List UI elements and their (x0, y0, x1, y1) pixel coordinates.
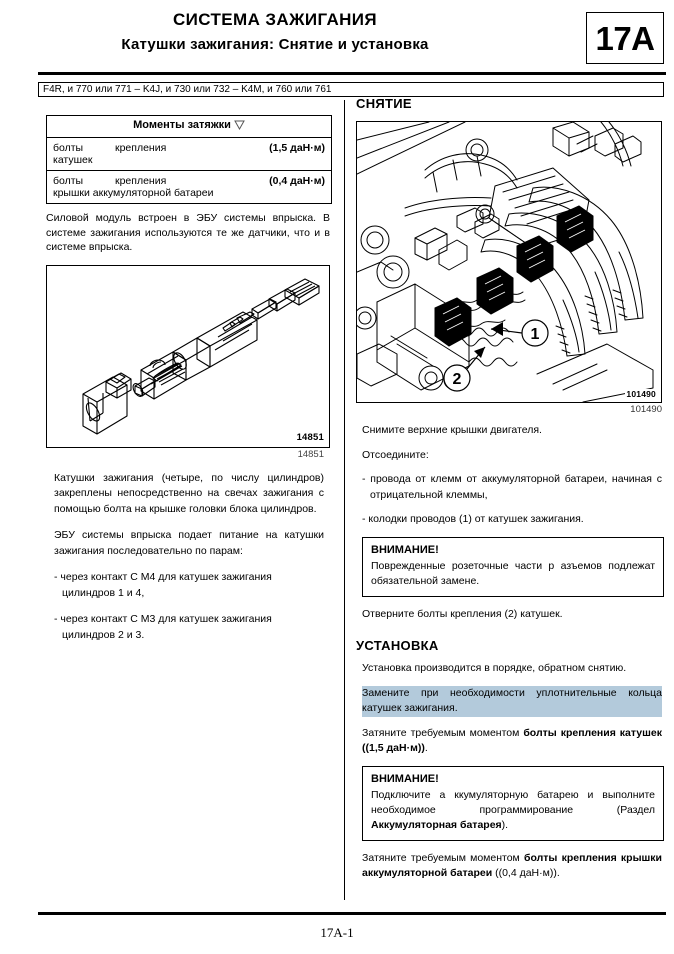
torque-prefix: Затяните требуемым моментом (362, 851, 524, 864)
torque-row-battery-cover (47, 171, 332, 204)
highlighted-selection-text[interactable]: Замените при необходимости уплотнительные кольца катушек зажигания. (362, 686, 662, 717)
photo-reference-inside: 101490 (626, 389, 656, 399)
torque-label-a: болты (53, 142, 84, 154)
torque-table-header-row (47, 116, 332, 138)
installation-heading: УСТАНОВКА (356, 638, 439, 653)
right-column (356, 96, 666, 891)
ignition-coil-figure (46, 265, 330, 448)
list-item: - через контакт С М3 для катушек зажигания цилиндров 2 и 3. (54, 613, 272, 641)
removal-step-bolts: Отверните болты крепления (2) катушек. (362, 607, 563, 620)
installation-intro: Установка производится в порядке, обратном снятию. (362, 662, 627, 674)
warning-body-part1: Подключите а ккумуляторную батарею и выполните необходимое программирование (Раздел (371, 788, 655, 816)
page-number: 17A-1 (320, 925, 354, 940)
ignition-coil-drawing (47, 266, 329, 447)
torque-table-header-cell (47, 116, 332, 138)
torque-value: (0,4 даН·м) (269, 175, 325, 187)
column-divider (344, 100, 345, 900)
torque-label-b: крепления (115, 142, 167, 154)
warning-body-bold: Аккумуляторная батарея (371, 818, 502, 831)
torque-label-c: катушек (53, 154, 93, 166)
removal-step-disconnect: Отсоедините: (362, 448, 429, 461)
torque-label-a: болты (53, 175, 84, 187)
triangle-down-icon (234, 119, 245, 133)
torque-bold: болты крепления катушек ((1,5 даН·м)) (362, 726, 662, 754)
footer-rule (38, 912, 666, 915)
warning-body (371, 788, 655, 833)
chapter-badge: 17A (586, 12, 664, 64)
ecu-supply-paragraph: ЭБУ системы впрыска подает питание на катушки зажигания последовательно по парам: (54, 529, 324, 557)
figure-reference-outside: 14851 (297, 448, 324, 460)
torque-table-header-label: Моменты затяжки (133, 119, 231, 131)
left-column (40, 103, 336, 643)
torque-label-b: крепления (115, 175, 167, 187)
engine-bay-figure (356, 121, 662, 403)
warning-body: Поврежденные розеточные части р азъемов подлежат обязательной замене. (371, 559, 655, 587)
torque-bold: болты крепления крышки аккумуляторной батареи (362, 851, 662, 879)
torque-table (46, 115, 332, 204)
warning-box-connectors (362, 537, 664, 597)
torque-label-c: крышки аккумуляторной батареи (53, 187, 214, 199)
warning-title: ВНИМАНИЕ! (371, 772, 439, 785)
table-row (47, 138, 332, 171)
installation-torque-battery-cover (362, 851, 662, 882)
torque-suffix: . (424, 742, 428, 754)
list-item: - колодки проводов (1) от катушек зажигания. (362, 513, 584, 525)
coil-description-paragraph: Катушки зажигания (четыре, по числу цилиндров) закреплены непосредственно на свечах зажигания с помощью болта на крышке головки блока цилиндров. (54, 471, 324, 515)
svg-text:1: 1 (530, 326, 540, 343)
torque-suffix: ((0,4 даН·м)). (492, 867, 560, 879)
header-rule (38, 72, 666, 75)
torque-prefix: Затяните требуемым моментом (362, 726, 524, 739)
removal-step-covers: Снимите верхние крышки двигателя. (362, 424, 542, 436)
power-module-note: Силовой модуль встроен в ЭБУ системы впрыска. В системе зажигания используются те же датчики, что и в системе впрыска. (46, 212, 330, 253)
photo-reference-outside: 101490 (630, 404, 662, 415)
list-item: - через контакт С М4 для катушек зажигания цилиндров 1 и 4, (54, 571, 272, 599)
figure-reference-inside: 14851 (296, 431, 324, 443)
list-item: - провода от клемм от аккумуляторной батареи, начиная с отрицательной клеммы, (362, 473, 662, 501)
page-subtitle: Катушки зажигания: Снятие и установка (121, 36, 429, 53)
warning-body-part2: ). (501, 818, 509, 831)
torque-value: (1,5 даН·м) (269, 142, 325, 154)
table-row (47, 171, 332, 204)
engine-codes-bar: F4R, и 770 или 771 – K4J, и 730 или 732 – K4M, и 760 или 761 (38, 82, 664, 97)
engine-bay-line-drawing (357, 122, 661, 402)
removal-heading: СНЯТИЕ (356, 96, 412, 111)
torque-row-coils (47, 138, 332, 171)
page-header (0, 0, 674, 78)
warning-title: ВНИМАНИЕ! (371, 543, 439, 556)
page-title: СИСТЕМА ЗАЖИГАНИЯ (172, 10, 378, 29)
installation-torque-coils (362, 726, 662, 757)
svg-text:2: 2 (452, 371, 462, 388)
warning-box-battery (362, 766, 664, 841)
